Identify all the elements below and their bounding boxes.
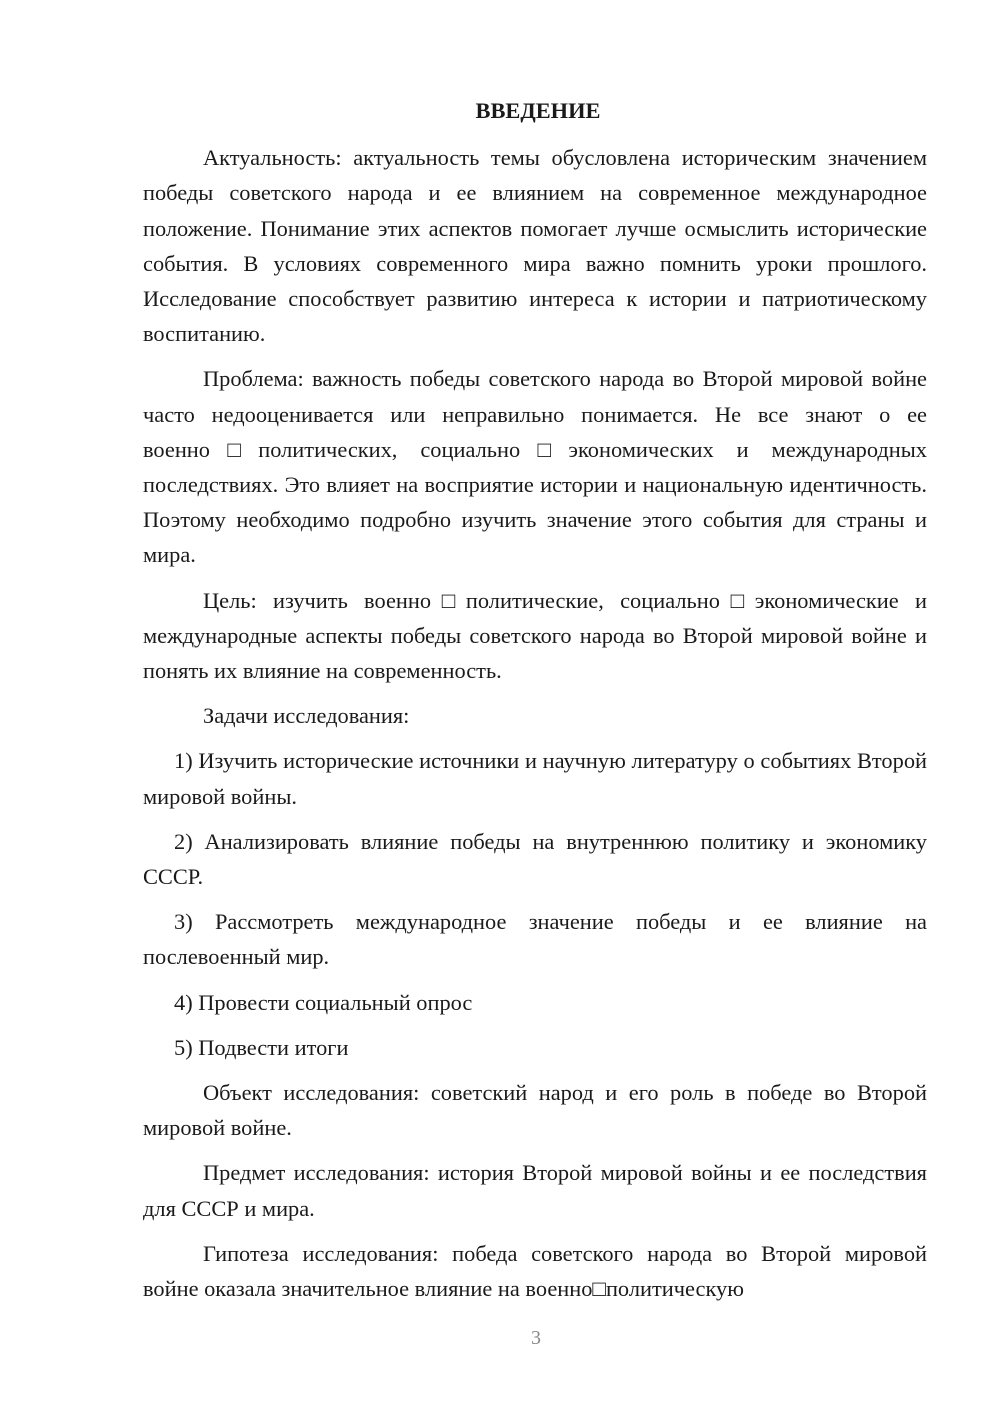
paragraph-relevance: Актуальность: актуальность темы обусловлена историческим значением победы советского народа и ее влиянием на современное международное положение. Понимание этих аспектов помогает лучше осмыслить исторические события. В условиях современного мира важно помнить уроки прошлого. Исследование способствует развитию интереса к истории и патриотическому воспитанию. — [143, 145, 927, 347]
document-body — [143, 93, 927, 1316]
page-title: ВВЕДЕНИЕ — [475, 98, 601, 123]
task-item-3: 3) Рассмотреть международное значение победы и ее влияние на послевоенный мир. — [143, 909, 927, 970]
paragraph-problem: Проблема: важность победы советского народа во Второй мировой войне часто недооценивается или неправильно понимается. Не все знают о ее военно□политических, социально□экономических и международных последствиях. Это влияет на восприятие истории и национальную идентичность. Поэтому необходимо подробно изучить значение этого события для страны и мира. — [143, 366, 927, 568]
task-item-4: 4) Провести социальный опрос — [174, 989, 473, 1015]
tasks-heading: Задачи исследования: — [203, 703, 410, 729]
page-number: 3 — [531, 1327, 541, 1349]
task-item-5: 5) Подвести итоги — [174, 1034, 349, 1060]
paragraph-goal: Цель: изучить военно□политические, социально□экономические и международные аспекты победы советского народа во Второй мировой войне и понять их влияние на современность. — [143, 587, 927, 684]
paragraph-hypothesis: Гипотеза исследования: победа советского народа во Второй мировой войне оказала значительное влияние на военно□политическую — [143, 1240, 927, 1302]
task-item-1: 1) Изучить исторические источники и научную литературу о событиях Второй мировой войны. — [143, 748, 927, 809]
task-item-2: 2) Анализировать влияние победы на внутреннюю политику и экономику СССР. — [143, 828, 927, 890]
paragraph-subject: Предмет исследования: история Второй мировой войны и ее последствия для СССР и мира. — [143, 1160, 927, 1221]
paragraph-object: Объект исследования: советский народ и его роль в победе во Второй мировой войне. — [143, 1080, 927, 1141]
